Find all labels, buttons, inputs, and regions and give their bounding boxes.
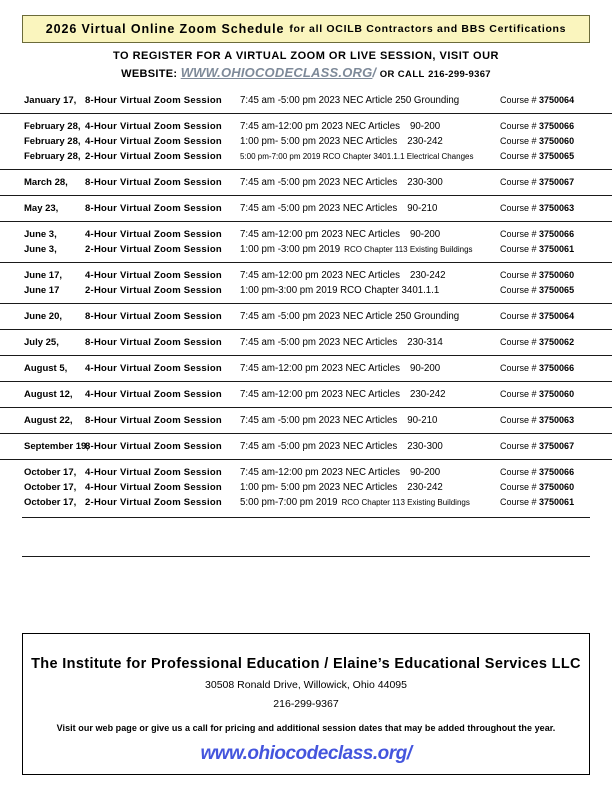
course-number [500,465,574,480]
session-time-and-code: 7:45 am -5:00 pm 2023 NEC Articles [240,337,398,348]
session-date: March 28, [24,177,68,188]
footer-note: Visit our web page or give us a call for pricing and additional session dates that may be added throughout the year. [56,723,556,733]
session-time-and-code: 7:45 am -5:00 pm 2023 NEC Articles [240,203,398,214]
session-time-and-code: 7:45 am -5:00 pm 2023 NEC Articles [240,415,398,426]
course-number-label: Course # [500,177,540,187]
session-type: 8-Hour Virtual Zoom Session [85,337,222,348]
schedule-group [0,329,612,355]
schedule-group [0,407,612,433]
course-number-value: 3750061 [539,244,575,254]
schedule-row [0,361,612,376]
course-number-label: Course # [500,151,540,161]
course-number [500,283,574,298]
session-description [240,201,437,216]
session-description [240,227,440,242]
schedule-row [0,149,612,164]
course-number-label: Course # [500,136,540,146]
schedule-group [0,459,612,515]
schedule-group [0,88,612,113]
course-number-label: Course # [500,244,540,254]
schedule-group [0,262,612,303]
schedule-group [0,381,612,407]
nec-article-range: 90-200 [409,363,441,374]
session-description [240,495,470,510]
session-description [240,175,443,190]
session-type: 4-Hour Virtual Zoom Session [85,467,222,478]
session-type: 8-Hour Virtual Zoom Session [85,311,222,322]
session-date: June 3, [24,244,57,255]
session-time-and-code: 1:00 pm-3:00 pm 2019 RCO Chapter 3401.1.1 [240,285,440,296]
session-time-and-code: 1:00 pm -3:00 pm 2019 [240,244,341,255]
course-number-value: 3750066 [539,467,575,477]
registration-url-slash: / [372,65,377,80]
course-number [500,439,574,454]
course-number-label: Course # [500,285,540,295]
session-time-and-code: 7:45 am-12:00 pm 2023 NEC Articles [240,363,400,374]
session-type: 4-Hour Virtual Zoom Session [85,270,222,281]
session-type: 8-Hour Virtual Zoom Session [85,441,222,452]
course-number-label: Course # [500,121,540,131]
session-date: February 28, [24,136,81,147]
session-description-detail: RCO Chapter 113 Existing Buildings [341,498,470,507]
schedule-row [0,495,612,510]
course-number-value: 3750063 [539,203,575,213]
session-time-and-code: 7:45 am-12:00 pm 2023 NEC Articles [240,467,400,478]
session-description-detail: RCO Chapter 113 Existing Buildings [344,245,473,254]
nec-article-range: 230-314 [407,337,443,348]
schedule-row [0,242,612,257]
course-number-label: Course # [500,311,540,321]
registration-line2 [0,65,612,80]
session-time-and-code: 5:00 pm-7:00 pm 2019 RCO Chapter 3401.1.1 Electrical Changes [240,152,474,161]
session-description [240,387,446,402]
session-time-and-code: 7:45 am-12:00 pm 2023 NEC Articles [240,270,400,281]
registration-line1: TO REGISTER FOR A VIRTUAL ZOOM OR LIVE SESSION, VISIT OUR [112,50,500,62]
schedule-row [0,268,612,283]
session-type: 2-Hour Virtual Zoom Session [85,244,222,255]
course-number-label: Course # [500,95,540,105]
nec-article-range: 230-242 [409,270,446,281]
nec-article-range: 230-242 [409,389,446,400]
schedule-row [0,387,612,402]
session-description [240,149,473,164]
schedule-group [0,433,612,459]
session-description [240,465,440,480]
session-type: 8-Hour Virtual Zoom Session [85,203,222,214]
session-time-and-code: 5:00 pm-7:00 pm 2019 [240,497,338,508]
session-date: August 12, [24,389,73,400]
session-time-and-code: 7:45 am-12:00 pm 2023 NEC Articles [240,229,400,240]
header-phone-number: 216-299-9367 [428,69,491,80]
session-date: June 17, [24,270,63,281]
course-number [500,201,574,216]
schedule-row [0,119,612,134]
course-number [500,149,574,164]
session-type: 8-Hour Virtual Zoom Session [85,95,222,106]
schedule-row [0,227,612,242]
schedule-row [0,283,612,298]
course-number-value: 3750065 [539,151,575,161]
course-number-value: 3750066 [539,229,575,239]
course-number-value: 3750061 [539,497,575,507]
session-description [240,134,443,149]
course-number-value: 3750067 [539,441,575,451]
nec-article-range: 90-210 [407,203,438,214]
course-number [500,93,574,108]
schedule-row [0,134,612,149]
registration-header [0,50,612,80]
session-type: 4-Hour Virtual Zoom Session [85,363,222,374]
session-time-and-code: 7:45 am-12:00 pm 2023 NEC Articles [240,389,400,400]
nec-article-range: 230-242 [407,482,443,493]
organization-address: 30508 Ronald Drive, Willowick, Ohio 44095 [205,679,407,691]
session-date: September 19, [24,441,89,452]
session-date: October 17, [24,482,77,493]
nec-article-range: 90-210 [407,415,438,426]
session-description [240,283,439,298]
schedule-group [0,303,612,329]
header-banner [22,15,590,43]
course-number-label: Course # [500,467,540,477]
course-number [500,242,574,257]
banner-title-strong: 2026 Virtual Online Zoom Schedule [45,22,285,36]
session-time-and-code: 1:00 pm- 5:00 pm 2023 NEC Articles [240,482,398,493]
session-date: February 28, [24,121,81,132]
course-number [500,413,574,428]
course-number-value: 3750067 [539,177,575,187]
session-date: July 25, [24,337,59,348]
session-date: June 3, [24,229,57,240]
nec-article-range: 90-200 [409,121,441,132]
schedule-row [0,175,612,190]
schedule-row [0,413,612,428]
course-number [500,335,574,350]
session-description [240,439,443,454]
session-date: October 17, [24,497,77,508]
schedule-row [0,309,612,324]
session-type: 4-Hour Virtual Zoom Session [85,121,222,132]
nec-article-range: 230-300 [407,177,443,188]
schedule-group [0,113,612,169]
course-number-value: 3750060 [539,389,575,399]
session-description [240,413,437,428]
nec-article-range: 230-300 [407,441,443,452]
course-number-value: 3750060 [539,482,575,492]
course-number-value: 3750064 [539,95,575,105]
course-number-label: Course # [500,482,540,492]
course-number-label: Course # [500,497,540,507]
schedule-row [0,465,612,480]
course-number [500,309,574,324]
course-number-value: 3750060 [539,270,575,280]
course-number-label: Course # [500,203,540,213]
session-time-and-code: 7:45 am -5:00 pm 2023 NEC Article 250 Grounding [240,95,460,106]
course-number [500,134,574,149]
course-number [500,268,574,283]
session-date: August 22, [24,415,73,426]
session-time-and-code: 7:45 am -5:00 pm 2023 NEC Articles [240,441,398,452]
course-number [500,119,574,134]
session-description [240,480,443,495]
schedule-row [0,480,612,495]
schedule-row [0,335,612,350]
session-description [240,268,446,283]
course-number-value: 3750065 [539,285,575,295]
course-number-label: Course # [500,415,540,425]
course-number [500,175,574,190]
banner-title-rest: for all OCILB Contractors and BBS Certifications [289,23,567,35]
schedule-group [0,169,612,195]
session-type: 8-Hour Virtual Zoom Session [85,177,222,188]
session-type: 4-Hour Virtual Zoom Session [85,136,222,147]
organization-name: The Institute for Professional Education / Elaine’s Educational Services LLC [31,656,581,672]
session-date: June 17 [24,285,60,296]
session-description [240,335,443,350]
course-number-label: Course # [500,229,540,239]
session-time-and-code: 7:45 am-12:00 pm 2023 NEC Articles [240,121,400,132]
schedule-group [0,195,612,221]
session-type: 2-Hour Virtual Zoom Session [85,497,222,508]
registration-url-link[interactable]: WWW.OHIOCODECLASS.ORG [180,65,373,80]
schedule-group [0,355,612,381]
nec-article-range: 90-200 [409,229,441,240]
course-number-value: 3750062 [539,337,575,347]
footer-info-box [22,633,590,775]
divider-rule-lower-1 [22,517,590,518]
session-date: February 28, [24,151,81,162]
session-description [240,361,440,376]
course-number-value: 3750064 [539,311,575,321]
session-type: 4-Hour Virtual Zoom Session [85,389,222,400]
course-number [500,480,574,495]
schedule-group [0,221,612,262]
course-number [500,495,574,510]
session-type: 8-Hour Virtual Zoom Session [85,415,222,426]
course-number-value: 3750066 [539,363,575,373]
session-type: 2-Hour Virtual Zoom Session [85,285,222,296]
session-type: 4-Hour Virtual Zoom Session [85,229,222,240]
session-type: 4-Hour Virtual Zoom Session [85,482,222,493]
schedule-row [0,201,612,216]
session-time-and-code: 7:45 am -5:00 pm 2023 NEC Article 250 Grounding [240,311,460,322]
nec-article-range: 90-200 [409,467,441,478]
course-number-label: Course # [500,389,540,399]
divider-rule-lower-2 [22,556,590,557]
call-label: OR CALL [379,69,425,80]
website-label: WEBSITE: [121,68,178,80]
schedule-row [0,93,612,108]
organization-phone: 216-299-9367 [273,698,339,710]
session-date: August 5, [24,363,68,374]
session-description [240,309,459,324]
schedule-list [0,88,612,515]
course-number [500,387,574,402]
session-time-and-code: 7:45 am -5:00 pm 2023 NEC Articles [240,177,398,188]
session-date: May 23, [24,203,59,214]
course-number-label: Course # [500,441,540,451]
session-date: January 17, [24,95,77,106]
session-description [240,242,473,257]
footer-url-link[interactable]: www.ohiocodeclass.org/ [200,743,412,764]
course-number-value: 3750060 [539,136,575,146]
course-number [500,361,574,376]
course-number [500,227,574,242]
course-number-value: 3750063 [539,415,575,425]
course-number-label: Course # [500,337,540,347]
session-date: June 20, [24,311,63,322]
session-description [240,119,440,134]
session-description [240,93,459,108]
schedule-row [0,439,612,454]
session-date: October 17, [24,467,77,478]
course-number-label: Course # [500,363,540,373]
course-number-label: Course # [500,270,540,280]
session-type: 2-Hour Virtual Zoom Session [85,151,222,162]
course-number-value: 3750066 [539,121,575,131]
nec-article-range: 230-242 [407,136,443,147]
session-time-and-code: 1:00 pm- 5:00 pm 2023 NEC Articles [240,136,398,147]
